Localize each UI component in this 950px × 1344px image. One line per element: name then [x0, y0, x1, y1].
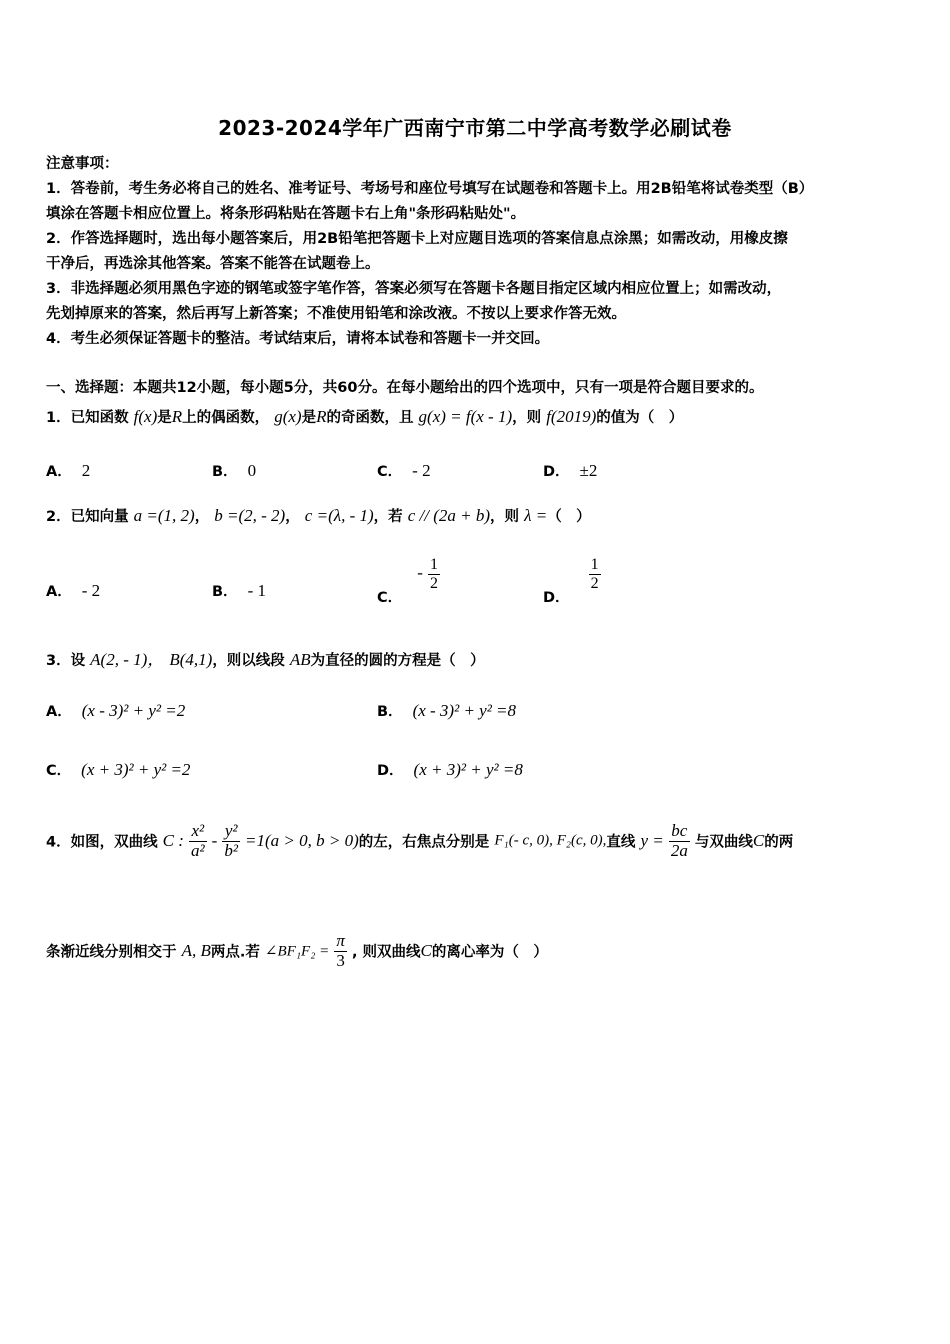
- fraction-y2-over-b2: $\frac{\text{y²}}{\text{b²}}$: [224, 821, 238, 860]
- section-heading: 一、选择题：本题共12小题，每小题5分，共60分。在每小题给出的四个选项中，只有一项是符合题目要求的。: [46, 380, 764, 396]
- q3-option-a[interactable]: A． (x - 3)² + y² =2: [46, 701, 186, 720]
- page-title: 2023-2024学年广西南宁市第二中学高考数学必刷试卷: [218, 116, 732, 140]
- q1-option-d[interactable]: D． ±2: [543, 461, 598, 480]
- notice-line-2: 填涂在答题卡相应位置上。将条形码粘贴在答题卡右上角"条形码粘贴处"。: [46, 206, 526, 222]
- q3-option-c[interactable]: C． (x + 3)² + y² =2: [46, 760, 191, 779]
- question-4: 4．如图，双曲线 C : $\frac{\text{x²}}{\text{a²}}$ - $\frac{\text{y²}}{\text{b²}}$ =1(a > 0, b > 0)的左，右焦点分别是 F₁(- c, 0), F₂(c, 0),直线 y = $\frac{bc}{2a}$ 与双曲线C的两: [46, 821, 794, 860]
- fraction-bc-over-2a: $\frac{bc}{2a}$: [670, 821, 688, 860]
- question-1: 1．已知函数 f(x)是R上的偶函数， g(x)是R的奇函数，且 g(x) = f(x - 1)，则 f(2019)的值为（ ）: [46, 407, 684, 426]
- notice-line-4: 干净后，再选涂其他答案。答案不能答在试题卷上。: [46, 256, 380, 272]
- notice-line-5: 3．非选择题必须用黑色字迹的钢笔或签字笔作答，答案必须写在答题卡各题目指定区域内相应位置上；如需改动，: [46, 281, 782, 297]
- fraction-one-half: $\frac{1}{2}$: [429, 556, 438, 592]
- q3-option-d[interactable]: D． (x + 3)² + y² =8: [377, 760, 523, 779]
- q1-option-a[interactable]: A． 2: [46, 461, 91, 480]
- notice-heading: 注意事项：: [46, 156, 119, 172]
- q2-option-c[interactable]: C． - $\frac{1}{2}$: [377, 556, 438, 607]
- notice-line-7: 4．考生必须保证答题卡的整洁。考试结束后，请将本试卷和答题卡一并交回。: [46, 331, 550, 347]
- fraction-one-half: $\frac{1}{2}$: [590, 556, 599, 592]
- question-3: 3．设 A(2, - 1)， B(4,1)，则以线段 AB为直径的圆的方程是（ ）: [46, 650, 485, 669]
- question-2: 2．已知向量 a =(1, 2)， b =(2, - 2)， c =(λ, - 1)，若 c // (2a + b)，则 λ =（ ）: [46, 506, 591, 525]
- notice-line-3: 2．作答选择题时，选出每小题答案后，用2B铅笔把答题卡上对应题目选项的答案信息点涂黑；如需改动，用橡皮擦: [46, 231, 788, 247]
- q2-option-d[interactable]: D． $\frac{1}{2}$: [543, 556, 599, 607]
- q2-option-b[interactable]: B． - 1: [212, 581, 266, 600]
- question-4-continued: 条渐近线分别相交于 A, B两点.若 ∠BF₁F₂ = $\frac{\pi}{3}$ , 则双曲线C的离心率为（ ）: [46, 931, 548, 970]
- q3-option-b[interactable]: B． (x - 3)² + y² =8: [377, 701, 517, 720]
- q2-option-a[interactable]: A． - 2: [46, 581, 101, 600]
- notice-line-1: 1．答卷前，考生务必将自己的姓名、准考证号、考场号和座位号填写在试题卷和答题卡上。用2B铅笔将试卷类型（B）: [46, 181, 814, 197]
- q1-option-c[interactable]: C． - 2: [377, 461, 431, 480]
- fraction-x2-over-a2: $\frac{\text{x²}}{\text{a²}}$: [190, 821, 205, 860]
- fraction-pi-over-3: $\frac{\pi}{3}$: [336, 931, 345, 970]
- q1-option-b[interactable]: B． 0: [212, 461, 257, 480]
- notice-line-6: 先划掉原来的答案，然后再写上新答案；不准使用铅笔和涂改液。不按以上要求作答无效。: [46, 306, 626, 322]
